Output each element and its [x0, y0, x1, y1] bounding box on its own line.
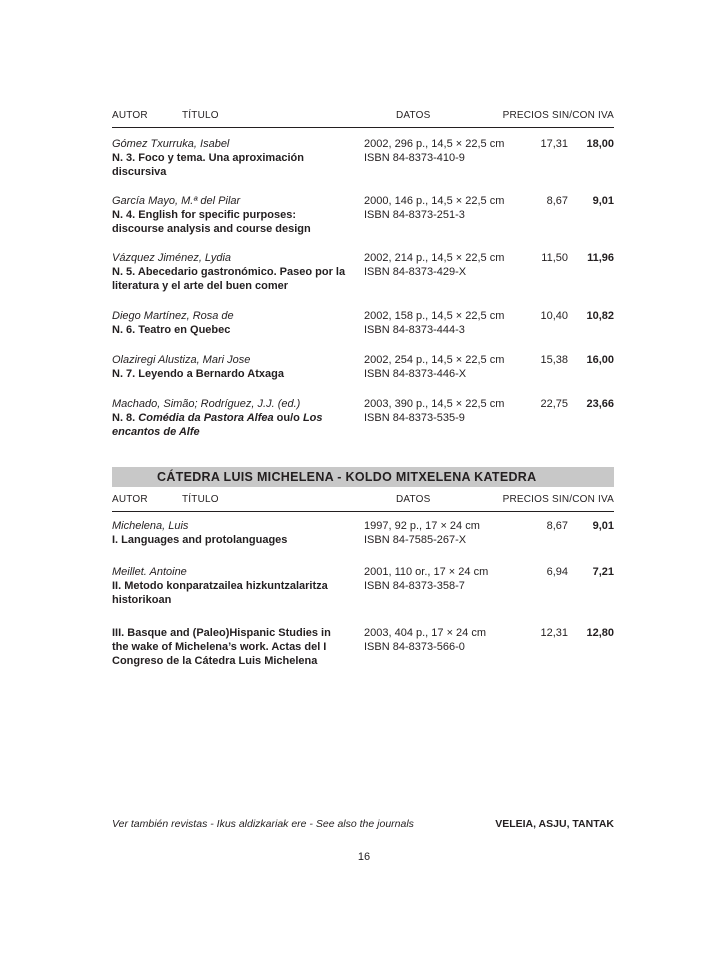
header-precios: PRECIOS SIN/CON IVA: [502, 494, 614, 505]
column-header: [112, 110, 614, 124]
entry-author: García Mayo, M.ª del Pilar: [112, 195, 241, 207]
price-with-vat: 7,21: [592, 566, 614, 578]
price-with-vat: 10,82: [586, 310, 614, 322]
entry-title: N. 3. Foco y tema. Una aproximación discursiva: [112, 152, 304, 178]
entry-title-italic: Comédia da Pastora Alfea: [138, 412, 274, 424]
entry-details: 2002, 254 p., 14,5 × 22,5 cm: [364, 354, 505, 366]
entry-author: Michelena, Luis: [112, 520, 189, 532]
entry-details: 1997, 92 p., 17 × 24 cm: [364, 520, 480, 532]
entry-isbn: ISBN 84-8373-410-9: [364, 152, 465, 164]
entry-details: 2002, 214 p., 14,5 × 22,5 cm: [364, 252, 505, 264]
price-with-vat: 16,00: [586, 354, 614, 366]
entry-isbn: ISBN 84-8373-429-X: [364, 266, 467, 278]
price-without-vat: 22,75: [540, 398, 568, 410]
entry-isbn: ISBN 84-7585-267-X: [364, 534, 467, 546]
entry-details: 2003, 390 p., 14,5 × 22,5 cm: [364, 398, 505, 410]
price-without-vat: 11,50: [541, 252, 568, 264]
price-without-vat: 17,31: [540, 138, 568, 150]
price-without-vat: 12,31: [540, 627, 568, 639]
price-without-vat: 15,38: [540, 354, 568, 366]
header-autor: AUTOR: [112, 494, 148, 505]
entry-title-prefix: N. 8.: [112, 412, 139, 424]
entry-isbn: ISBN 84-8373-446-X: [364, 368, 467, 380]
entry-author: Machado, Simão; Rodríguez, J.J. (ed.): [112, 398, 301, 410]
header-autor: AUTOR: [112, 110, 148, 121]
entry-author: Meillet. Antoine: [112, 566, 187, 578]
entry-isbn: ISBN 84-8373-358-7: [364, 580, 465, 592]
entry-title-mid: ou/o: [273, 412, 303, 424]
column-header: [112, 494, 614, 508]
price-with-vat: 9,01: [592, 520, 614, 532]
entry-title: I. Languages and protolanguages: [112, 534, 288, 546]
page-number: 16: [357, 851, 371, 863]
header-divider: [112, 511, 614, 512]
entry-title: III. Basque and (Paleo)Hispanic Studies in the wake of Michelena’s work. Actas del I Congreso de la Cátedra Luis Michelena: [112, 627, 331, 667]
entry-title: N. 7. Leyendo a Bernardo Atxaga: [112, 368, 284, 380]
entry-author: Diego Martínez, Rosa de: [112, 310, 234, 322]
price-without-vat: 8,67: [546, 195, 568, 207]
entry-isbn: ISBN 84-8373-535-9: [364, 412, 465, 424]
journal-list: VELEIA, ASJU, TANTAK: [495, 818, 614, 830]
entry-isbn: ISBN 84-8373-444-3: [364, 324, 465, 336]
header-datos: DATOS: [396, 110, 431, 121]
entry-details: 2002, 158 p., 14,5 × 22,5 cm: [364, 310, 505, 322]
header-titulo: TÍTULO: [182, 110, 219, 121]
section-banner: [112, 467, 614, 487]
price-without-vat: 6,94: [546, 566, 568, 578]
entry-author: Vázquez Jiménez, Lydia: [112, 252, 232, 264]
see-also-note: Ver también revistas - Ikus aldizkariak ere - See also the journals: [112, 818, 414, 830]
header-precios: PRECIOS SIN/CON IVA: [502, 110, 614, 121]
entry-title: N. 5. Abecedario gastronómico. Paseo por la literatura y el arte del buen comer: [112, 266, 346, 292]
entry-details: 2002, 296 p., 14,5 × 22,5 cm: [364, 138, 505, 150]
price-without-vat: 10,40: [540, 310, 568, 322]
entry-author: Gómez Txurruka, Isabel: [112, 138, 230, 150]
section-title: CÁTEDRA LUIS MICHELENA - KOLDO MITXELENA KATEDRA: [157, 470, 537, 484]
entry-details: 2001, 110 or., 17 × 24 cm: [364, 566, 489, 578]
price-with-vat: 9,01: [592, 195, 614, 207]
entry-title: [112, 411, 348, 439]
entry-isbn: ISBN 84-8373-566-0: [364, 641, 465, 653]
price-with-vat: 11,96: [587, 252, 614, 264]
entry-title: II. Metodo konparatzailea hizkuntzalaritza historikoan: [112, 580, 328, 606]
entry-title: N. 4. English for specific purposes: discourse analysis and course design: [112, 209, 311, 235]
price-without-vat: 8,67: [546, 520, 568, 532]
header-divider: [112, 127, 614, 128]
entry-title: N. 6. Teatro en Quebec: [112, 324, 231, 336]
price-with-vat: 23,66: [586, 398, 614, 410]
header-titulo: TÍTULO: [182, 494, 219, 505]
price-with-vat: 18,00: [586, 138, 614, 150]
entry-title-italic: Los encantos de Alfe: [112, 412, 323, 438]
header-datos: DATOS: [396, 494, 431, 505]
price-with-vat: 12,80: [586, 627, 614, 639]
entry-details: 2000, 146 p., 14,5 × 22,5 cm: [364, 195, 505, 207]
entry-author: Olaziregi Alustiza, Mari Jose: [112, 354, 251, 366]
entry-isbn: ISBN 84-8373-251-3: [364, 209, 465, 221]
entry-details: 2003, 404 p., 17 × 24 cm: [364, 627, 487, 639]
